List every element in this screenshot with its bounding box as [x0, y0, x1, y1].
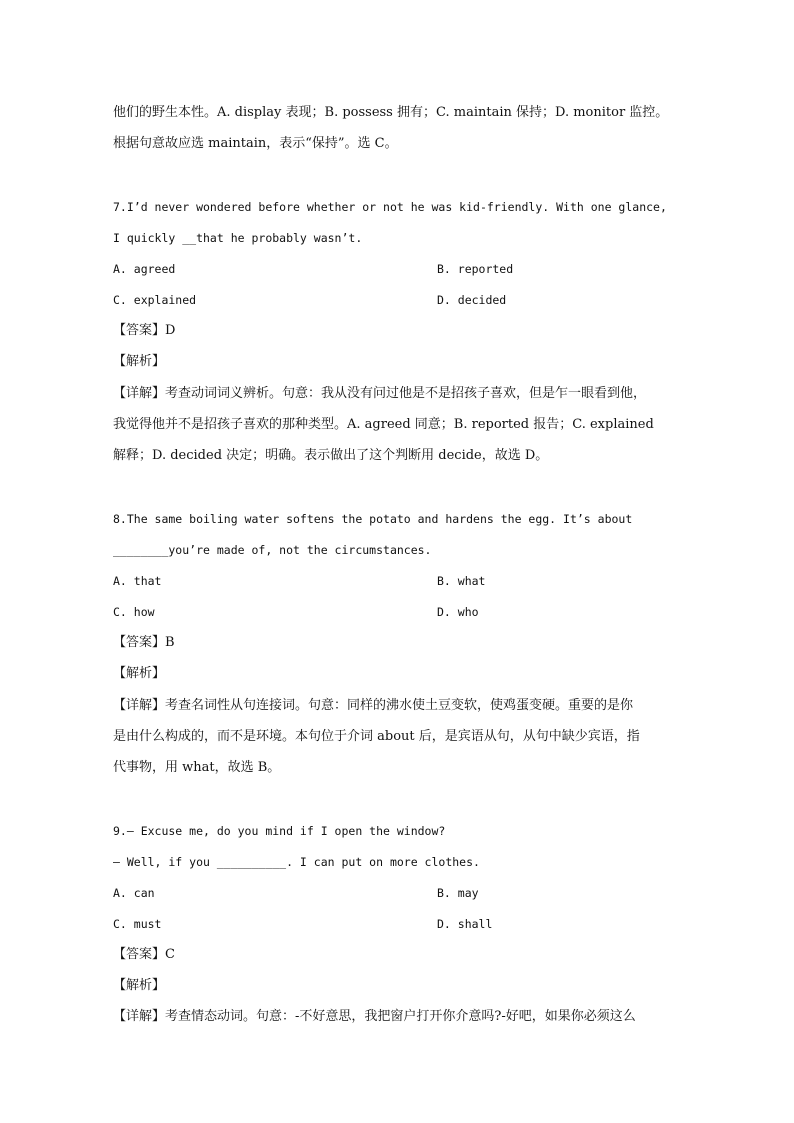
question-9-option-c: C. must: [113, 917, 162, 931]
question-8-stem-line-1: 8.The same boiling water softens the potato and hardens the egg. It’s about: [113, 512, 633, 526]
question-9-answer: 【答案】C: [113, 947, 175, 962]
question-8-option-b: B. what: [437, 574, 486, 588]
question-8-detail-line-1: 【详解】考查名词性从句连接词。句意：同样的沸水使土豆变软，使鸡蛋变硬。重要的是你: [113, 698, 634, 713]
question-8-detail-line-3: 代事物，用 what，故选 B。: [113, 760, 281, 775]
question-7-answer: 【答案】D: [113, 323, 176, 338]
question-7-detail-line-2: 我觉得他并不是招孩子喜欢的那种类型。A. agreed 同意；B. reported 报告；C. explained: [113, 417, 654, 432]
prev-explanation-line-1: 他们的野生本性。A. display 表现；B. possess 拥有；C. maintain 保持；D. monitor 监控。: [113, 105, 669, 120]
question-8-option-a: A. that: [113, 574, 162, 588]
question-8-option-c: C. how: [113, 605, 155, 619]
question-9-stem-line-2: — Well, if you __________. I can put on more clothes.: [113, 855, 480, 869]
question-9-stem-line-1: 9.— Excuse me, do you mind if I open the window?: [113, 824, 446, 838]
question-9-detail-line-1: 【详解】考查情态动词。句意：-不好意思，我把窗户打开你介意吗?-好吧，如果你必须这么: [113, 1009, 636, 1024]
question-7-stem-line-1: 7.I’d never wondered before whether or not he was kid-friendly. With one glance,: [113, 200, 667, 214]
prev-explanation-line-2: 根据句意故应选 maintain，表示“保持”。选 C。: [113, 136, 398, 151]
question-7-option-a: A. agreed: [113, 262, 176, 276]
question-7-stem-line-2: I quickly __that he probably wasn’t.: [113, 231, 363, 245]
question-7-option-b: B. reported: [437, 262, 514, 276]
question-9-option-b: B. may: [437, 886, 479, 900]
question-9-option-a: A. can: [113, 886, 155, 900]
question-9-analysis-label: 【解析】: [113, 978, 166, 993]
question-8-detail-line-2: 是由什么构成的，而不是环境。本句位于介词 about 后，是宾语从句，从句中缺少宾语，指: [113, 729, 640, 744]
question-7-option-c: C. explained: [113, 293, 197, 307]
question-8-analysis-label: 【解析】: [113, 666, 166, 681]
question-8-answer: 【答案】B: [113, 635, 175, 650]
question-9-option-d: D. shall: [437, 917, 493, 931]
question-8-stem-line-2: ________you’re made of, not the circumstances.: [113, 543, 432, 557]
question-7-option-d: D. decided: [437, 293, 507, 307]
question-7-detail-line-3: 解释；D. decided 决定；明确。表示做出了这个判断用 decide，故选 D。: [113, 448, 549, 463]
question-7-analysis-label: 【解析】: [113, 354, 166, 369]
question-8-option-d: D. who: [437, 605, 479, 619]
question-7-detail-line-1: 【详解】考查动词词义辨析。句意：我从没有问过他是不是招孩子喜欢，但是乍一眼看到他，: [113, 386, 647, 401]
